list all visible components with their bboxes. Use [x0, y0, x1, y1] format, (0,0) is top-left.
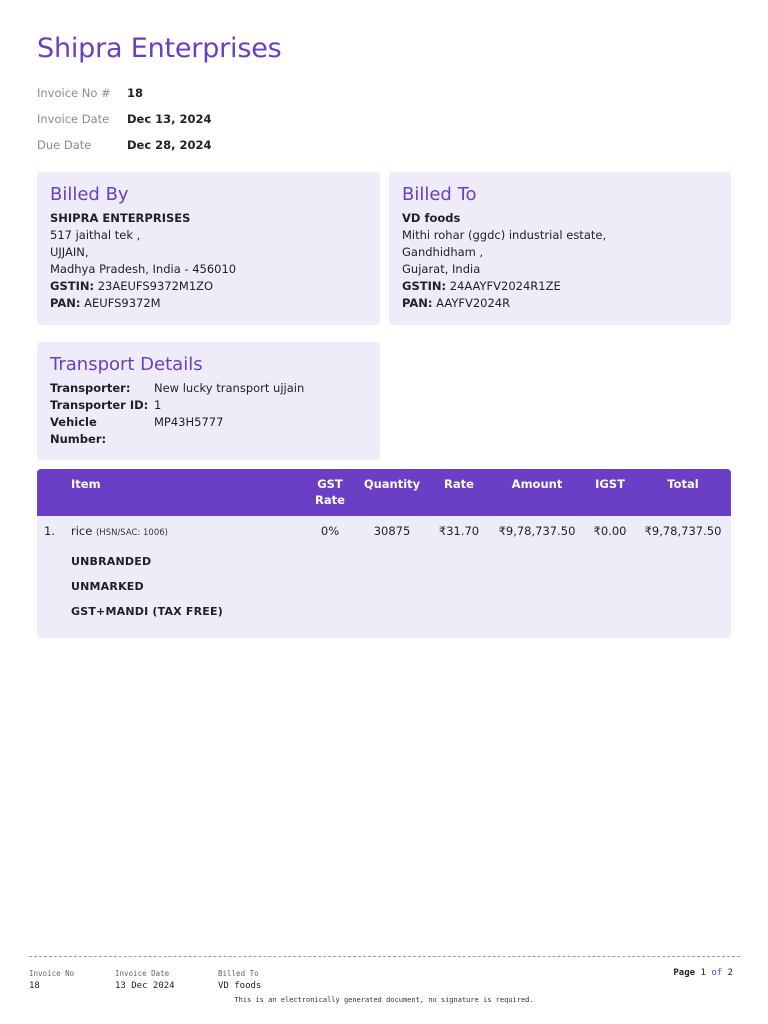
gstin-label: GSTIN: — [50, 279, 95, 293]
row-gst-rate: 0% — [320, 524, 340, 538]
header-igst: IGST — [595, 477, 625, 491]
invoice-date-label: Invoice Date — [37, 112, 110, 126]
invoice-no-value: 18 — [127, 86, 144, 100]
footer-billed-to-value: VD foods — [218, 981, 262, 991]
page-label: Page — [673, 968, 696, 978]
footer-note: This is an electronically generated document, no signature is required. — [234, 996, 534, 1004]
footer-invoice-date-value: 13 Dec 2024 — [115, 981, 175, 991]
billed-to-name: VD foods — [402, 211, 461, 225]
transport-card — [37, 342, 380, 460]
header-gst-rate — [310, 476, 350, 508]
pan-value: AAYFV2024R — [436, 296, 511, 310]
items-table — [37, 469, 731, 638]
table-row — [37, 516, 731, 638]
footer-billed-to-label: Billed To — [218, 969, 259, 978]
billed-to-title: Billed To — [402, 184, 477, 205]
transporter-id-row — [50, 397, 367, 414]
page-indicator — [673, 968, 733, 978]
billed-to-address-line: Gujarat, India — [402, 262, 481, 276]
footer-divider — [29, 956, 740, 957]
vehicle-label-line: Vehicle — [50, 415, 97, 429]
footer-invoice-no-value: 18 — [29, 981, 40, 991]
transporter-id-label: Transporter ID: — [50, 398, 149, 412]
items-table-header — [37, 469, 731, 516]
page-total: 2 — [727, 968, 733, 978]
footer-invoice-no-label: Invoice No — [29, 969, 75, 978]
invoice-meta — [37, 80, 212, 158]
pan-label: PAN: — [402, 296, 433, 310]
billed-by-gstin — [50, 278, 367, 295]
due-date-label: Due Date — [37, 138, 92, 152]
pan-label: PAN: — [50, 296, 81, 310]
gstin-value: 23AEUFS9372M1ZO — [97, 279, 214, 293]
due-date-row — [37, 132, 212, 158]
billed-by-card — [37, 172, 380, 325]
transporter-id-value: 1 — [154, 398, 162, 412]
item-description: UNMARKED — [71, 580, 144, 593]
footer-billed-to — [218, 968, 261, 993]
row-quantity: 30875 — [373, 524, 411, 538]
page-current: 1 — [700, 968, 706, 978]
billed-to-address-line: Gandhidham , — [402, 245, 484, 259]
page-of: of — [711, 968, 723, 978]
row-index: 1. — [44, 524, 55, 538]
row-item — [71, 523, 168, 541]
item-hsn: (HSN/SAC: 1006) — [95, 528, 168, 538]
header-quantity: Quantity — [363, 477, 421, 491]
header-total: Total — [667, 477, 699, 491]
row-total: ₹9,78,737.50 — [644, 524, 722, 538]
billed-by-address-line: 517 jaithal tek , — [50, 228, 141, 242]
invoice-no-label: Invoice No # — [37, 86, 111, 100]
footer-invoice-date-label: Invoice Date — [115, 969, 170, 978]
pan-value: AEUFS9372M — [84, 296, 161, 310]
billed-by-address-line: UJJAIN, — [50, 245, 89, 259]
header-amount: Amount — [511, 477, 563, 491]
billed-to-gstin — [402, 278, 718, 295]
row-amount: ₹9,78,737.50 — [498, 524, 576, 538]
header-gst-rate-line: Rate — [315, 493, 345, 507]
due-date-value: Dec 28, 2024 — [127, 138, 212, 152]
invoice-date-row — [37, 106, 212, 132]
billed-by-name: SHIPRA ENTERPRISES — [50, 211, 191, 225]
vehicle-row — [50, 414, 367, 448]
billed-to-pan — [402, 295, 718, 312]
transporter-label: Transporter: — [50, 381, 131, 395]
vehicle-label — [50, 414, 154, 448]
row-igst: ₹0.00 — [593, 524, 627, 538]
footer-invoice-date — [115, 968, 175, 993]
item-description: UNBRANDED — [71, 555, 152, 568]
header-rate: Rate — [444, 477, 474, 491]
item-name: rice — [71, 524, 93, 538]
transport-title: Transport Details — [50, 354, 203, 375]
header-gst-rate-line: GST — [317, 477, 343, 491]
item-description: GST+MANDI (TAX FREE) — [71, 605, 223, 618]
gstin-value: 24AAYFV2024R1ZE — [449, 279, 561, 293]
vehicle-label-line: Number: — [50, 432, 107, 446]
transporter-row — [50, 380, 367, 397]
row-rate: ₹31.70 — [438, 524, 480, 538]
header-item: Item — [71, 477, 101, 491]
invoice-date-value: Dec 13, 2024 — [127, 112, 212, 126]
footer-invoice-no — [29, 968, 74, 993]
company-title: Shipra Enterprises — [37, 33, 282, 64]
transporter-value: New lucky transport ujjain — [154, 381, 305, 395]
gstin-label: GSTIN: — [402, 279, 447, 293]
billed-by-address-line: Madhya Pradesh, India - 456010 — [50, 262, 237, 276]
invoice-no-row — [37, 80, 212, 106]
billed-by-title: Billed By — [50, 184, 129, 205]
vehicle-value: MP43H5777 — [154, 415, 224, 429]
billed-to-card — [389, 172, 731, 325]
billed-by-pan — [50, 295, 367, 312]
billed-to-address-line: Mithi rohar (ggdc) industrial estate, — [402, 228, 607, 242]
